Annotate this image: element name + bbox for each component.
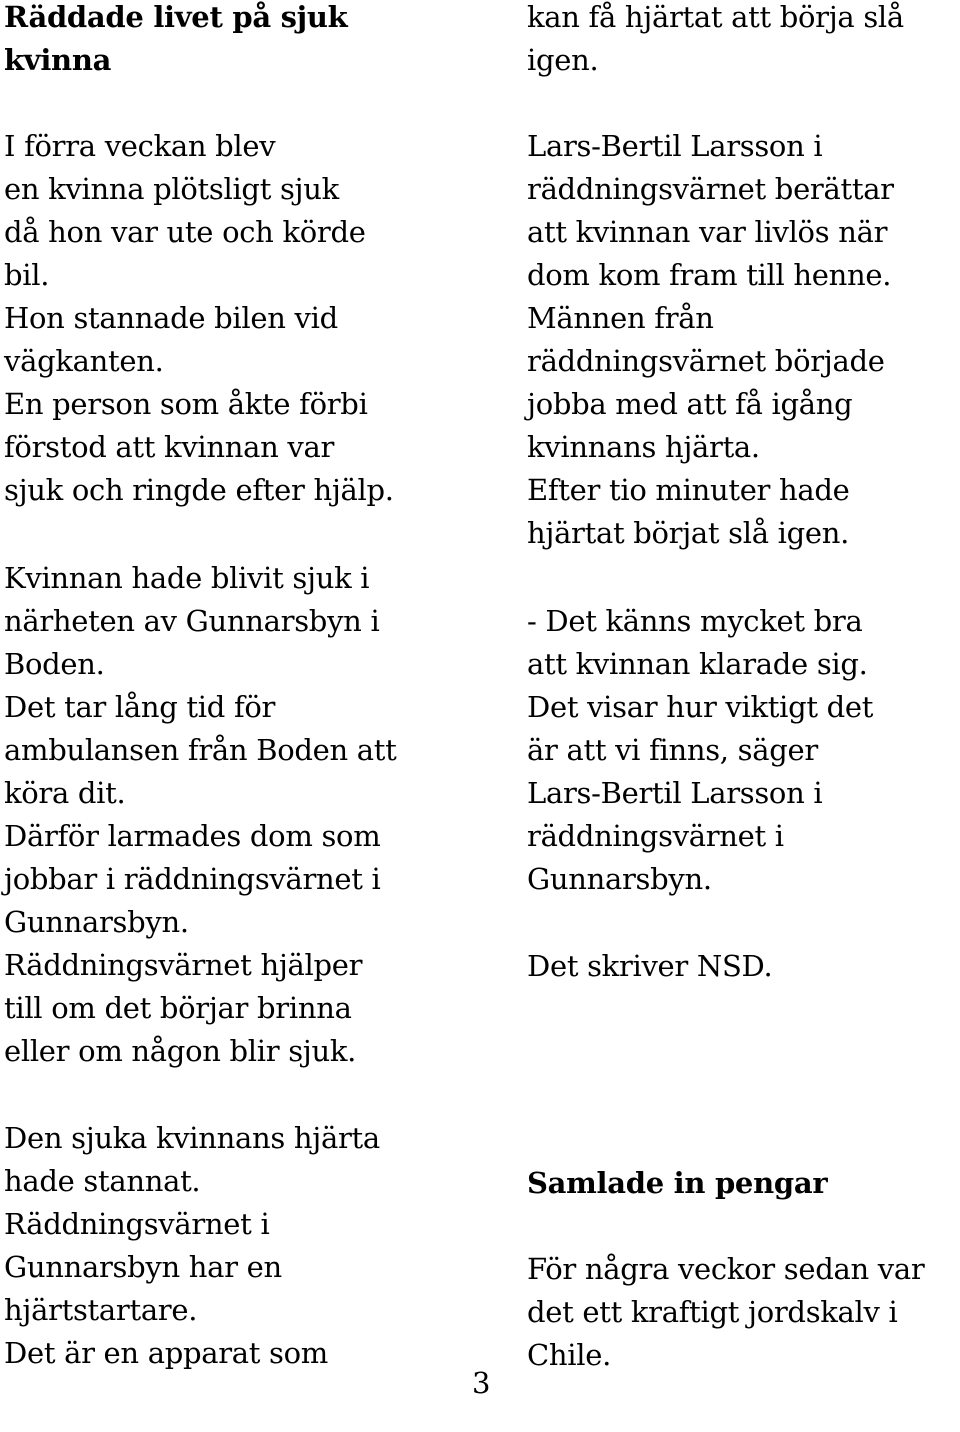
body-line: förstod att kvinnan var: [4, 430, 335, 464]
body-line: Kvinnan hade blivit sjuk i: [4, 561, 370, 595]
body-line: Efter tio minuter hade: [527, 473, 850, 507]
body-line: närheten av Gunnarsbyn i: [4, 604, 380, 638]
body-line: Gunnarsbyn har en: [4, 1250, 282, 1284]
body-line: ambulansen från Boden att: [4, 733, 397, 767]
page-number: 3: [472, 1366, 491, 1400]
body-line: Det är en apparat som: [4, 1336, 328, 1370]
body-line: hjärtstartare.: [4, 1293, 198, 1327]
body-line: Räddningsvärnet i: [4, 1207, 270, 1241]
body-line: Männen från: [527, 301, 714, 335]
body-line: Räddningsvärnet hjälper: [4, 948, 363, 982]
body-line: Det visar hur viktigt det: [527, 690, 874, 724]
article-title-line: kvinna: [4, 43, 112, 77]
body-line: Gunnarsbyn.: [527, 862, 712, 896]
body-line: Chile.: [527, 1338, 611, 1372]
body-line: jobba med att få igång: [527, 387, 853, 421]
body-line: det ett kraftigt jordskalv i: [527, 1295, 898, 1329]
body-line: köra dit.: [4, 776, 126, 810]
body-line: kvinnans hjärta.: [527, 430, 760, 464]
body-line: till om det börjar brinna: [4, 991, 352, 1025]
body-line: kan få hjärtat att börja slå: [527, 0, 904, 34]
body-line: Hon stannade bilen vid: [4, 301, 338, 335]
body-line: Boden.: [4, 647, 105, 681]
article-title-line: Räddade livet på sjuk: [4, 0, 348, 34]
body-line: räddningsvärnet började: [527, 344, 885, 378]
body-line: Därför larmades dom som: [4, 819, 381, 853]
body-line: - Det känns mycket bra: [527, 604, 863, 638]
body-line: en kvinna plötsligt sjuk: [4, 172, 339, 206]
body-line: vägkanten.: [4, 344, 164, 378]
body-line: är att vi finns, säger: [527, 733, 818, 767]
body-line: dom kom fram till henne.: [527, 258, 892, 292]
body-line: Lars-Bertil Larsson i: [527, 776, 823, 810]
body-line: Det skriver NSD.: [527, 949, 773, 983]
body-line: räddningsvärnet i: [527, 819, 784, 853]
body-line: hjärtat börjat slå igen.: [527, 516, 850, 550]
body-line: hade stannat.: [4, 1164, 201, 1198]
body-line: bil.: [4, 258, 50, 292]
body-line: Det tar lång tid för: [4, 690, 276, 724]
body-line: En person som åkte förbi: [4, 387, 368, 421]
body-line: jobbar i räddningsvärnet i: [4, 862, 381, 896]
body-line: att kvinnan klarade sig.: [527, 647, 868, 681]
body-line: sjuk och ringde efter hjälp.: [4, 473, 394, 507]
body-line: igen.: [527, 43, 599, 77]
body-line: Gunnarsbyn.: [4, 905, 189, 939]
body-line: att kvinnan var livlös när: [527, 215, 888, 249]
body-line: räddningsvärnet berättar: [527, 172, 894, 206]
body-line: För några veckor sedan var: [527, 1252, 925, 1286]
body-line: Lars-Bertil Larsson i: [527, 129, 823, 163]
body-line: då hon var ute och körde: [4, 215, 366, 249]
article-title: Samlade in pengar: [527, 1166, 828, 1200]
body-line: Den sjuka kvinnans hjärta: [4, 1121, 380, 1155]
body-line: I förra veckan blev: [4, 129, 276, 163]
body-line: eller om någon blir sjuk.: [4, 1034, 357, 1068]
